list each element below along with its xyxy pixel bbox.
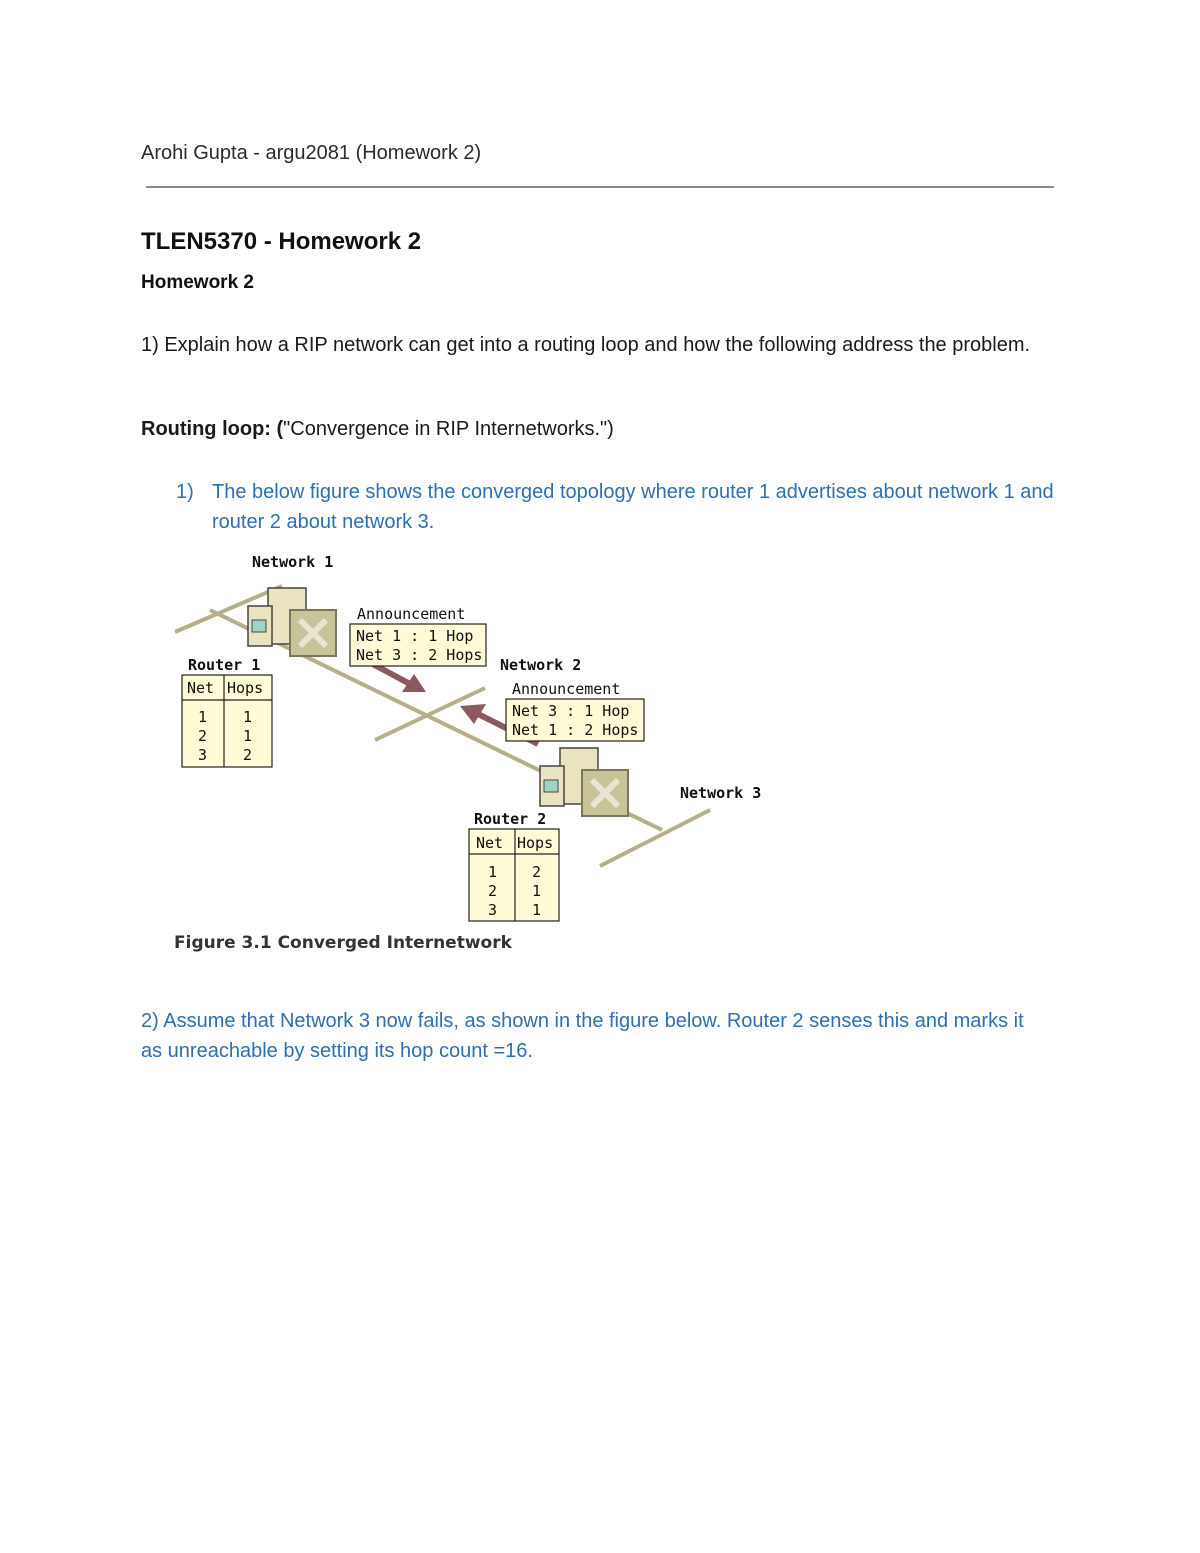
list-item-2: 2) Assume that Network 3 now fails, as shown in the figure below. Router 2 senses this and marks it as unreachable by setting its hop count =16. (141, 1010, 1024, 1062)
router2-hops-3: 1 (532, 901, 542, 919)
page-header: Arohi Gupta - argu2081 (Homework 2) (141, 142, 482, 164)
announcement1 (350, 605, 486, 666)
announcement2-line2: Net 1 : 2 Hops (512, 721, 639, 739)
network1-label: Network 1 (252, 553, 334, 571)
router2-net-2: 2 (488, 882, 498, 900)
router1-net-2: 2 (198, 727, 208, 745)
routing-loop-label: Routing loop: ( (141, 418, 284, 440)
list-item-1-text: The below figure shows the converged topology where router 1 advertises about network 1 and router 2 about network 3. (212, 481, 1054, 533)
router2-label: Router 2 (474, 810, 547, 828)
rip-topology-figure (170, 548, 790, 958)
router1-net-1: 1 (198, 708, 208, 726)
router1-col-net: Net (187, 679, 215, 697)
network3-label: Network 3 (680, 784, 762, 802)
routing-loop-heading (141, 418, 614, 441)
announcement2 (506, 680, 644, 741)
network2-label: Network 2 (500, 656, 582, 674)
router2-col-net: Net (476, 834, 504, 852)
router2-icon (540, 748, 628, 816)
routing-loop-citation: "Convergence in RIP Internetworks.") (283, 418, 614, 440)
router1-icon (248, 588, 336, 656)
router2-hops-2: 1 (532, 882, 542, 900)
announcement2-title: Announcement (512, 680, 621, 698)
router1-hops-1: 1 (243, 708, 253, 726)
router2-table (469, 810, 559, 921)
figure-caption: Figure 3.1 Converged Internetwork (174, 933, 512, 953)
announcement1-title: Announcement (357, 605, 466, 623)
router1-col-hops: Hops (227, 679, 264, 697)
router1-hops-3: 2 (243, 746, 253, 764)
router1-label: Router 1 (188, 656, 261, 674)
document-subtitle: Homework 2 (141, 272, 254, 293)
announcement1-line1: Net 1 : 1 Hop (356, 627, 474, 645)
router2-net-3: 3 (488, 901, 498, 919)
list-item-1-number: 1) (176, 481, 194, 503)
question-1: 1) Explain how a RIP network can get into a routing loop and how the following address the problem. (141, 334, 1031, 356)
announcement2-line1: Net 3 : 1 Hop (512, 702, 630, 720)
network3-segment (600, 810, 710, 866)
router1-hops-2: 1 (243, 727, 253, 745)
router2-net-1: 1 (488, 863, 498, 881)
router2-col-hops: Hops (517, 834, 554, 852)
header-divider (146, 186, 1054, 188)
announcement1-line2: Net 3 : 2 Hops (356, 646, 483, 664)
router1-net-3: 3 (198, 746, 208, 764)
router2-hops-1: 2 (532, 863, 542, 881)
document-title: TLEN5370 - Homework 2 (141, 228, 422, 255)
router1-table (182, 656, 272, 767)
